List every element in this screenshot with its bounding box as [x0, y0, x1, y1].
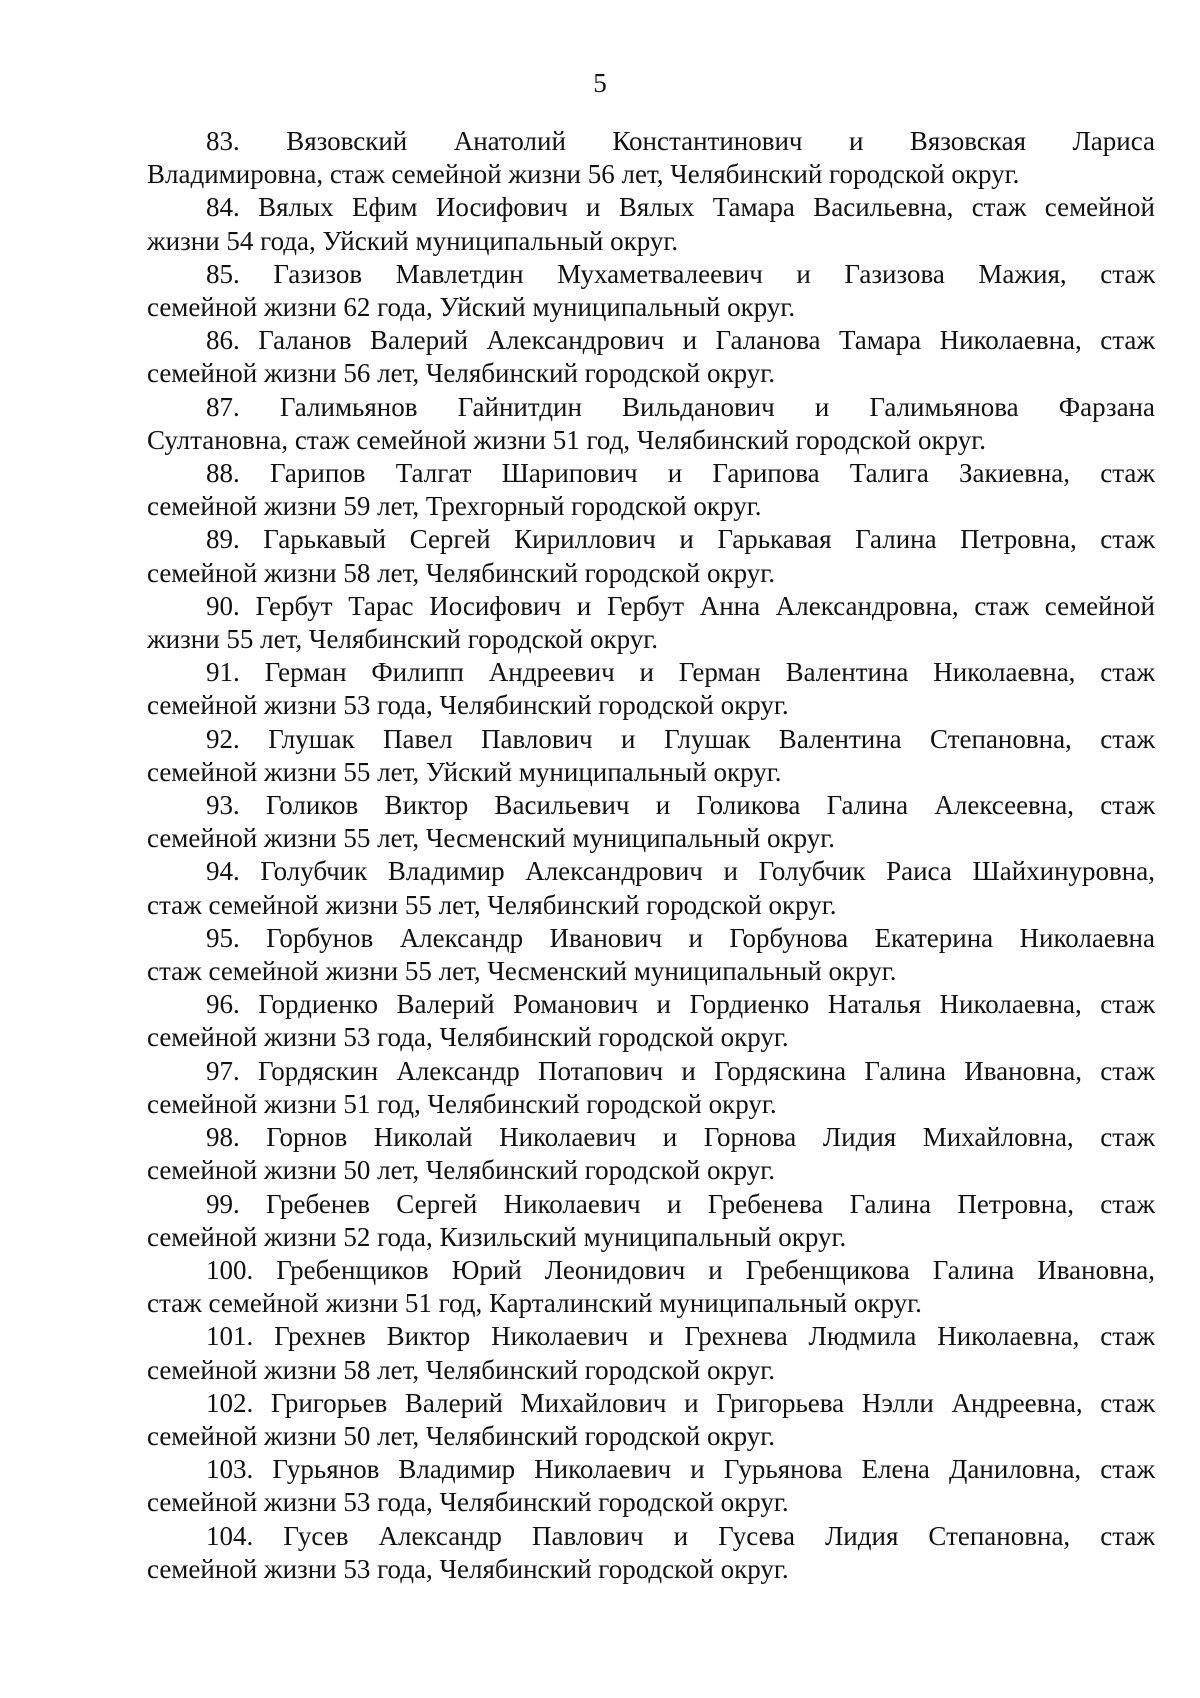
list-item — [147, 1188, 1155, 1254]
entry-continuation-line: стаж семейной жизни 55 лет, Чесменский муниципальный округ. — [147, 956, 897, 987]
list-item — [147, 523, 1155, 589]
entry-continuation-line: семейной жизни 62 года, Уйский муниципальный округ. — [147, 292, 796, 323]
entry-continuation-line: семейной жизни 52 года, Кизильский муниципальный округ. — [147, 1221, 847, 1252]
entry-continuation-line: семейной жизни 50 лет, Челябинский городской округ. — [147, 1155, 776, 1186]
page-number: 5 — [593, 68, 607, 98]
entry-continuation-line: семейной жизни 53 года, Челябинский городской округ. — [147, 1022, 789, 1053]
entry-first-line: 88. Гарипов Талгат Шарипович и Гарипова Талига Закиевна, стаж — [206, 458, 1155, 489]
list-item — [147, 723, 1155, 789]
entry-first-line: 96. Гордиенко Валерий Романович и Гордиенко Наталья Николаевна, стаж — [206, 989, 1155, 1020]
entry-continuation-line: жизни 55 лет, Челябинский городской округ. — [147, 624, 659, 655]
list-item — [147, 1520, 1155, 1586]
entry-continuation-line: семейной жизни 50 лет, Челябинский городской округ. — [147, 1420, 776, 1451]
entry-first-line: 99. Гребенев Сергей Николаевич и Гребенева Галина Петровна, стаж — [206, 1188, 1155, 1219]
list-item — [147, 656, 1155, 722]
list-item — [147, 391, 1155, 457]
entry-first-line: 89. Гарькавый Сергей Кириллович и Гарькавая Галина Петровна, стаж — [206, 524, 1155, 555]
list-item — [147, 1320, 1155, 1386]
entry-first-line: 103. Гурьянов Владимир Николаевич и Гурьянова Елена Даниловна, стаж — [206, 1454, 1155, 1485]
entry-continuation-line: семейной жизни 51 год, Челябинский городской округ. — [147, 1088, 777, 1119]
entry-first-line: 93. Голиков Виктор Васильевич и Голикова Галина Алексеевна, стаж — [206, 790, 1155, 821]
entry-first-line: 90. Гербут Тарас Иосифович и Гербут Анна Александровна, стаж семейной — [206, 590, 1155, 621]
list-item — [147, 1453, 1155, 1519]
list-item — [147, 855, 1155, 921]
entry-first-line: 94. Голубчик Владимир Александрович и Голубчик Раиса Шайхинуровна, — [206, 856, 1155, 887]
list-item — [147, 1387, 1155, 1453]
entry-first-line: 87. Галимьянов Гайнитдин Вильданович и Галимьянова Фарзана — [206, 391, 1155, 422]
entry-first-line: 98. Горнов Николай Николаевич и Горнова Лидия Михайловна, стаж — [206, 1122, 1155, 1153]
entry-first-line: 104. Гусев Александр Павлович и Гусева Лидия Степановна, стаж — [206, 1520, 1155, 1551]
entry-first-line: 100. Гребенщиков Юрий Леонидович и Гребенщикова Галина Ивановна, — [206, 1254, 1155, 1285]
list-item — [147, 258, 1155, 324]
entry-list — [147, 125, 1155, 1586]
entry-first-line: 86. Галанов Валерий Александрович и Галанова Тамара Николаевна, стаж — [206, 325, 1155, 356]
list-item — [147, 1055, 1155, 1121]
list-item — [147, 590, 1155, 656]
entry-first-line: 85. Газизов Мавлетдин Мухаметвалеевич и Газизова Мажия, стаж — [206, 258, 1155, 289]
entry-continuation-line: семейной жизни 53 года, Челябинский городской округ. — [147, 1487, 789, 1518]
entry-continuation-line: семейной жизни 53 года, Челябинский городской округ. — [147, 690, 789, 721]
entry-continuation-line: семейной жизни 55 лет, Чесменский муниципальный округ. — [147, 823, 835, 854]
list-item — [147, 191, 1155, 257]
entry-continuation-line: семейной жизни 53 года, Челябинский городской округ. — [147, 1553, 789, 1584]
entry-first-line: 101. Грехнев Виктор Николаевич и Грехнева Людмила Николаевна, стаж — [206, 1321, 1155, 1352]
entry-continuation-line: семейной жизни 59 лет, Трехгорный городской округ. — [147, 491, 762, 522]
entry-first-line: 97. Гордяскин Александр Потапович и Гордяскина Галина Ивановна, стаж — [206, 1055, 1155, 1086]
entry-first-line: 91. Герман Филипп Андреевич и Герман Валентина Николаевна, стаж — [206, 657, 1155, 688]
entry-first-line: 95. Горбунов Александр Иванович и Горбунова Екатерина Николаевна — [206, 922, 1155, 953]
entry-first-line: 84. Вялых Ефим Иосифович и Вялых Тамара Васильевна, стаж семейной — [206, 192, 1155, 223]
list-item — [147, 789, 1155, 855]
list-item — [147, 922, 1155, 988]
list-item — [147, 457, 1155, 523]
entry-first-line: 102. Григорьев Валерий Михайлович и Григорьева Нэлли Андреевна, стаж — [206, 1387, 1155, 1418]
list-item — [147, 324, 1155, 390]
entry-first-line: 92. Глушак Павел Павлович и Глушак Валентина Степановна, стаж — [206, 723, 1155, 754]
entry-continuation-line: семейной жизни 58 лет, Челябинский городской округ. — [147, 1354, 776, 1385]
entry-continuation-line: семейной жизни 56 лет, Челябинский городской округ. — [147, 358, 776, 389]
entry-continuation-line: Султановна, стаж семейной жизни 51 год, Челябинский городской округ. — [147, 424, 987, 455]
entry-first-line: 83. Вязовский Анатолий Константинович и Вязовская Лариса — [206, 126, 1155, 156]
entry-continuation-line: стаж семейной жизни 55 лет, Челябинский городской округ. — [147, 889, 837, 920]
list-item — [147, 988, 1155, 1054]
entry-continuation-line: стаж семейной жизни 51 год, Карталинский муниципальный округ. — [147, 1288, 922, 1319]
entry-continuation-line: Владимировна, стаж семейной жизни 56 лет, Челябинский городской округ. — [147, 159, 1020, 190]
list-item — [147, 1254, 1155, 1320]
entry-continuation-line: семейной жизни 55 лет, Уйский муниципальный округ. — [147, 756, 782, 787]
entry-continuation-line: семейной жизни 58 лет, Челябинский городской округ. — [147, 557, 776, 588]
entry-continuation-line: жизни 54 года, Уйский муниципальный округ. — [147, 225, 679, 256]
list-item — [147, 125, 1155, 191]
list-item — [147, 1121, 1155, 1187]
